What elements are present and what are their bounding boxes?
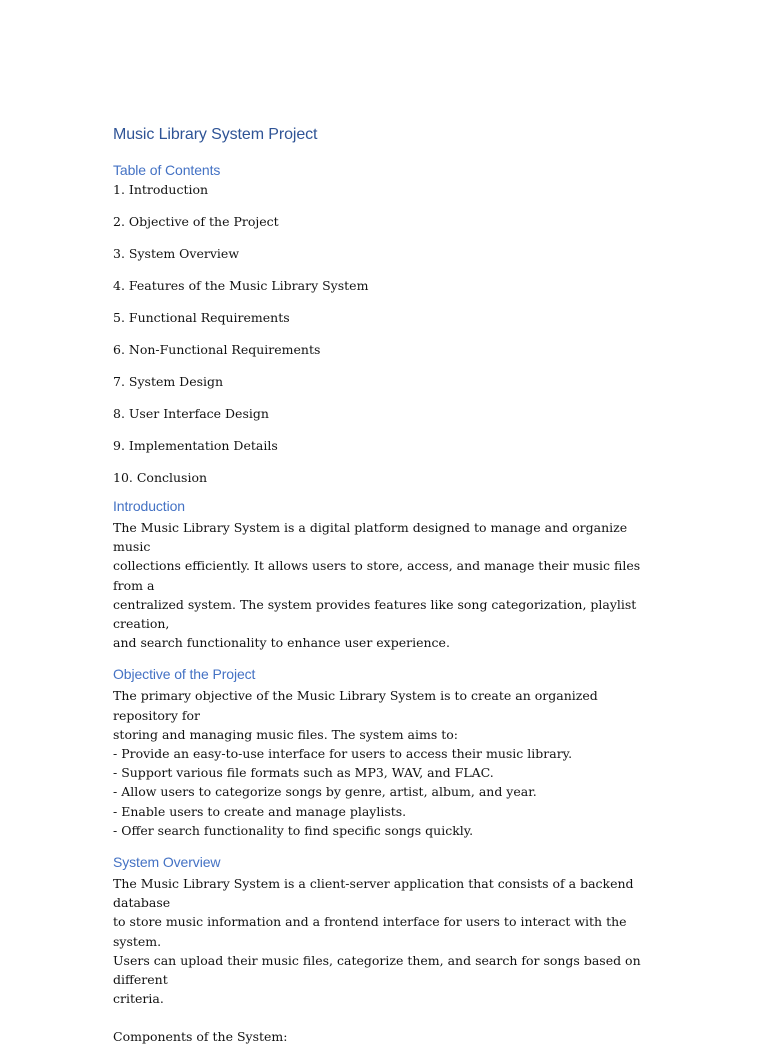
objective-line: The primary objective of the Music Library System is to create an organized repository for [113, 688, 598, 723]
system-overview-line: criteria. [113, 991, 164, 1007]
components-label: Components of the System: [113, 1029, 288, 1045]
objective-heading: Objective of the Project [113, 666, 256, 683]
toc-item: 5. Functional Requirements [113, 310, 290, 325]
system-overview-heading: System Overview [113, 854, 221, 871]
toc-heading: Table of Contents [113, 162, 221, 178]
introduction-section [113, 496, 658, 652]
document-title: Music Library System Project [113, 126, 318, 143]
toc-item: 6. Non-Functional Requirements [113, 342, 321, 357]
system-overview-section [113, 852, 658, 1047]
system-overview-line: The Music Library System is a client-server application that consists of a backend database [113, 876, 634, 911]
toc-item: 8. User Interface Design [113, 406, 269, 421]
objective-bullet: - Support various file formats such as MP3, WAV, and FLAC. [113, 765, 494, 781]
objective-bullet: - Offer search functionality to find specific songs quickly. [113, 822, 474, 838]
toc-item: 4. Features of the Music Library System [113, 278, 369, 293]
system-overview-line: Users can upload their music files, categorize them, and search for songs based on different [113, 952, 641, 988]
system-overview-line: to store music information and a frontend interface for users to interact with the system. [113, 914, 627, 949]
objective-bullet: - Allow users to categorize songs by genre, artist, album, and year. [113, 784, 537, 800]
toc-item: 9. Implementation Details [113, 438, 278, 453]
toc-item: 7. System Design [113, 374, 224, 389]
objective-section [113, 664, 658, 840]
introduction-line: and search functionality to enhance user experience. [113, 635, 450, 651]
toc-item: 3. System Overview [113, 246, 240, 261]
toc-item: 2. Objective of the Project [113, 214, 279, 229]
introduction-line: centralized system. The system provides features like song categorization, playlist creation, [113, 596, 637, 632]
introduction-heading: Introduction [113, 498, 185, 514]
introduction-line: collections efficiently. It allows users to store, access, and manage their music files from a [113, 558, 641, 593]
document-page [113, 124, 658, 1047]
toc-item: 10. Conclusion [113, 470, 208, 485]
objective-bullet: - Provide an easy-to-use interface for users to access their music library. [113, 746, 573, 762]
introduction-line: The Music Library System is a digital platform designed to manage and organize music [113, 520, 628, 555]
table-of-contents [113, 182, 658, 502]
objective-line: storing and managing music files. The system aims to: [113, 726, 459, 742]
paragraph-spacer [113, 1008, 658, 1027]
toc-item: 1. Introduction [113, 182, 209, 197]
objective-bullet: - Enable users to create and manage playlists. [113, 803, 407, 819]
